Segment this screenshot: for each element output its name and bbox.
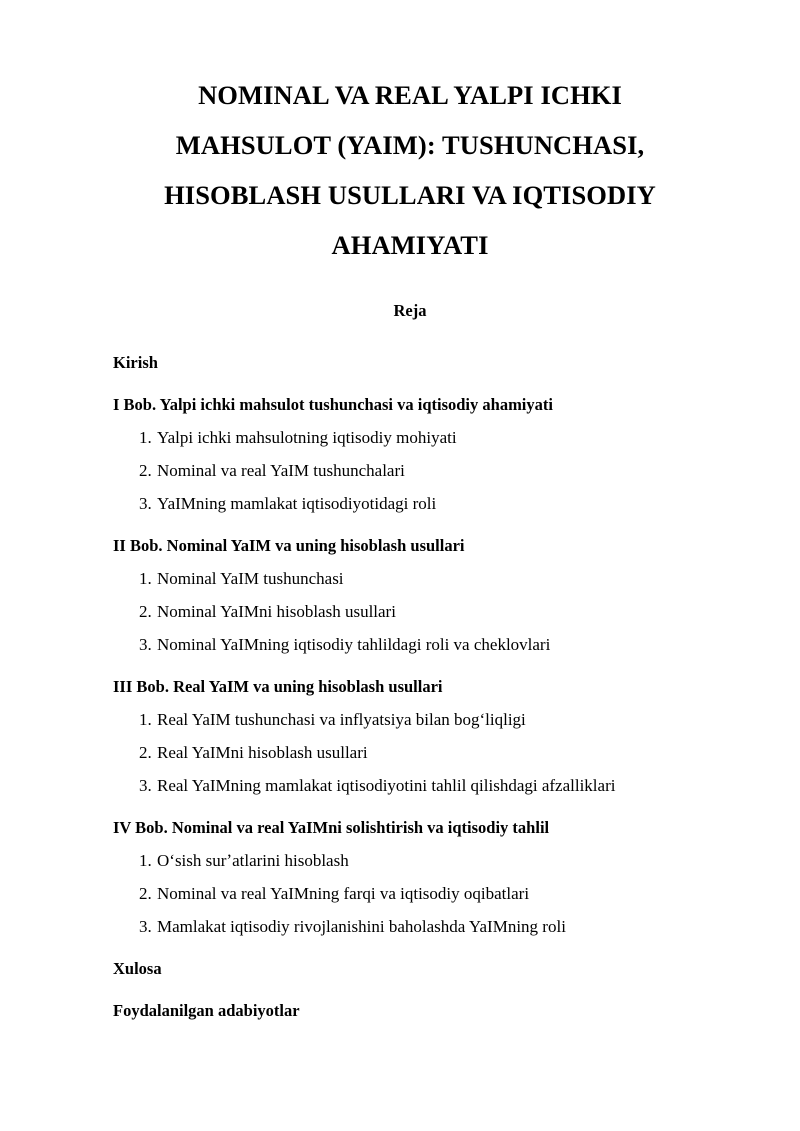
list-item (113, 601, 707, 623)
title-line-4: AHAMIYATI (331, 230, 489, 260)
list-item (113, 634, 707, 656)
list-item-number: 1. (139, 569, 152, 588)
chapter-heading-2: II Bob. Nominal YaIM va uning hisoblash usullari (113, 536, 465, 555)
list-item-label: Nominal YaIMning iqtisodiy tahlildagi roli va cheklovlari (157, 635, 551, 654)
plan-label: Reja (393, 301, 427, 320)
list-item-label: Mamlakat iqtisodiy rivojlanishini baholashda YaIMning roli (157, 917, 566, 936)
list-item (113, 709, 707, 731)
list-item (113, 460, 707, 482)
section-heading-kirish: Kirish (113, 353, 158, 372)
list-item-label: Nominal YaIM tushunchasi (157, 569, 344, 588)
list-item-number: 1. (139, 851, 152, 870)
list-item-number: 3. (139, 635, 152, 654)
list-item (113, 775, 707, 797)
title-line-1: NOMINAL VA REAL YALPI ICHKI (198, 80, 622, 110)
list-item-number: 3. (139, 917, 152, 936)
list-item-number: 1. (139, 428, 152, 447)
list-item (113, 568, 707, 590)
list-item-label: Real YaIMni hisoblash usullari (157, 743, 368, 762)
chapter-heading-4: IV Bob. Nominal va real YaIMni solishtirish va iqtisodiy tahlil (113, 818, 550, 837)
chapter-4-items (113, 850, 707, 938)
list-item-number: 2. (139, 602, 152, 621)
list-item-number: 2. (139, 743, 152, 762)
list-item-number: 3. (139, 494, 152, 513)
title-line-2: MAHSULOT (YAIM): TUSHUNCHASI, (175, 130, 645, 160)
list-item-number: 3. (139, 776, 152, 795)
list-item-number: 1. (139, 710, 152, 729)
title-line-3: HISOBLASH USULLARI VA IQTISODIY (164, 180, 656, 210)
list-item-label: Real YaIMning mamlakat iqtisodiyotini tahlil qilishdagi afzalliklari (157, 776, 616, 795)
chapter-3-items (113, 709, 707, 797)
document-content (113, 70, 707, 1022)
list-item-label: YaIMning mamlakat iqtisodiyotidagi roli (157, 494, 437, 513)
list-item-label: Nominal va real YaIMning farqi va iqtisodiy oqibatlari (157, 884, 530, 903)
section-heading-references: Foydalanilgan adabiyotlar (113, 1001, 300, 1020)
list-item-label: Yalpi ichki mahsulotning iqtisodiy mohiyati (157, 428, 457, 447)
list-item (113, 427, 707, 449)
list-item-number: 2. (139, 461, 152, 480)
list-item-number: 2. (139, 884, 152, 903)
page-title (113, 70, 707, 270)
chapter-heading-1: I Bob. Yalpi ichki mahsulot tushunchasi va iqtisodiy ahamiyati (113, 395, 553, 414)
list-item (113, 850, 707, 872)
list-item (113, 493, 707, 515)
list-item-label: Real YaIM tushunchasi va inflyatsiya bilan bogʻliqligi (157, 710, 526, 729)
list-item (113, 916, 707, 938)
chapter-2-items (113, 568, 707, 656)
list-item (113, 883, 707, 905)
chapter-heading-3: III Bob. Real YaIM va uning hisoblash usullari (113, 677, 443, 696)
list-item-label: Oʻsish surʼatlarini hisoblash (157, 851, 349, 870)
list-item (113, 742, 707, 764)
list-item-label: Nominal YaIMni hisoblash usullari (157, 602, 396, 621)
chapter-1-items (113, 427, 707, 515)
list-item-label: Nominal va real YaIM tushunchalari (157, 461, 405, 480)
section-heading-xulosa: Xulosa (113, 959, 162, 978)
